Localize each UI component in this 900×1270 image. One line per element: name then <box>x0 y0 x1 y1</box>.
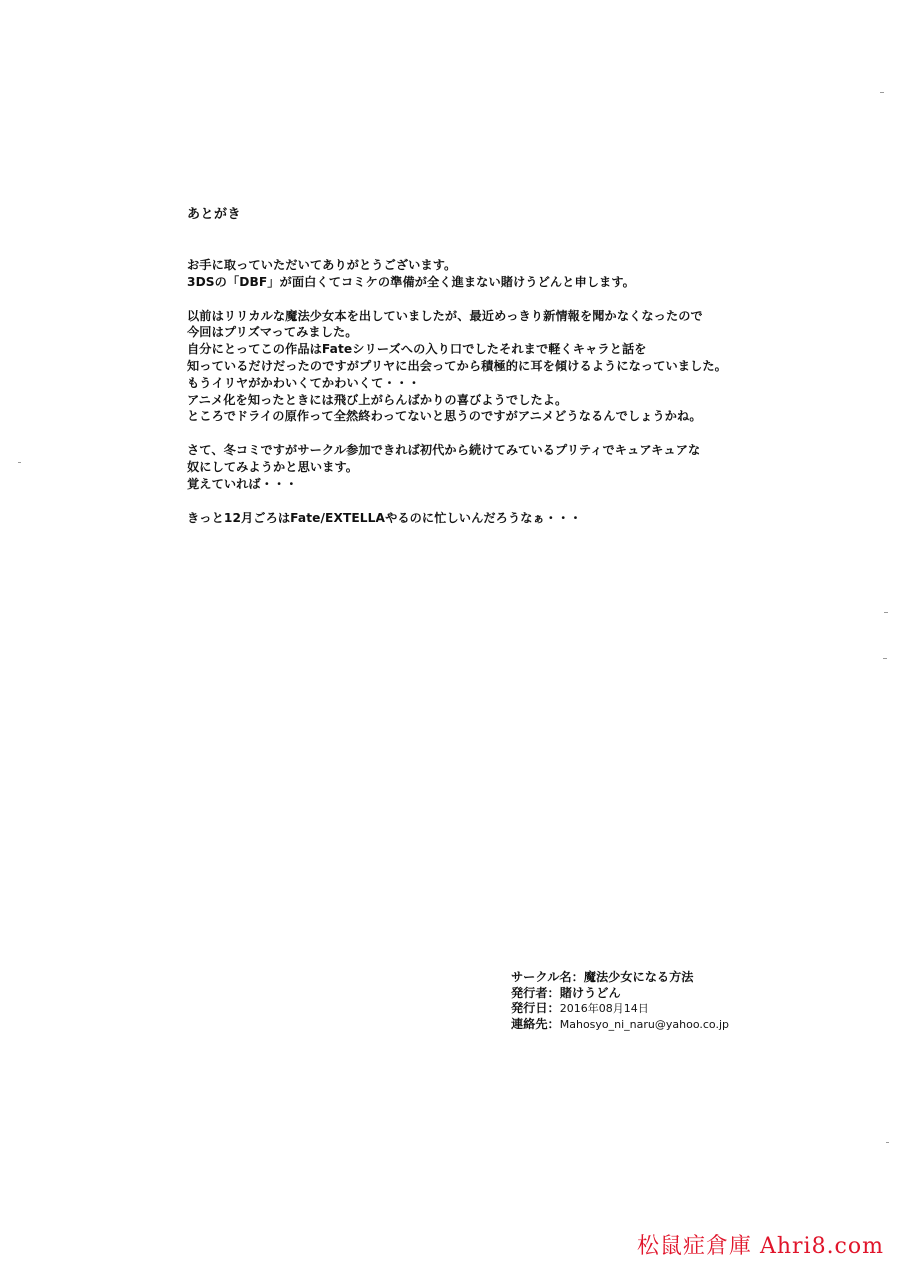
scan-speck <box>884 612 888 613</box>
scan-speck <box>880 92 884 93</box>
text-line: 覚えていれば・・・ <box>187 476 298 491</box>
text-line: ところでドライの原作って全然終わってないと思うのですがアニメどうなるんでしょうかね。 <box>187 409 702 424</box>
scan-speck <box>18 462 21 463</box>
colophon-date-row <box>511 1001 729 1017</box>
contact-email: Mahosyo_ni_naru@yahoo.co.jp <box>559 1017 729 1031</box>
afterword-body <box>187 257 787 543</box>
date-label: 発行日： <box>511 1001 560 1016</box>
text-line: 以前はリリカルな魔法少女本を出していましたが、最近めっきり新情報を聞かなくなったので <box>187 308 703 323</box>
text-line: 知っているだけだったのですがプリヤに出会ってから積極的に耳を傾けるようになっていました。 <box>187 358 727 373</box>
paragraph-1 <box>187 257 787 291</box>
publisher-name: 賭けうどん <box>559 985 621 1000</box>
text-line: きっと12月ごろはFate/EXTELLAやるのに忙しいんだろうなぁ・・・ <box>187 510 582 525</box>
paragraph-3 <box>187 442 787 492</box>
colophon-publisher-row <box>511 986 729 1002</box>
colophon-circle-row <box>511 970 729 986</box>
contact-label: 連絡先： <box>511 1016 560 1031</box>
circle-name: 魔法少女になる方法 <box>583 970 694 984</box>
scan-speck <box>886 1142 889 1143</box>
text-line: 今回はプリズマってみました。 <box>187 325 358 340</box>
afterword-heading: あとがき <box>187 207 242 222</box>
publisher-label: 発行者： <box>511 985 560 1000</box>
text-line: お手に取っていただいてありがとうございます。 <box>187 258 457 272</box>
site-watermark: 松鼠症倉庫 Ahri8.com <box>636 1234 884 1259</box>
paragraph-4 <box>187 510 787 527</box>
text-line: 奴にしてみようかと思います。 <box>187 459 359 474</box>
text-line: 3DSの「DBF」が面白くてコミケの準備が全く進まない賭けうどんと申します。 <box>187 274 635 289</box>
text-line: もうイリヤがかわいくてかわいくて・・・ <box>187 375 421 390</box>
text-line: さて、冬コミですがサークル参加できれば初代から続けてみているプリティでキュアキュアな <box>187 443 701 458</box>
scan-speck <box>883 658 887 659</box>
text-line: アニメ化を知ったときには飛び上がらんばかりの喜びようでしたよ。 <box>187 392 568 407</box>
colophon-contact-row <box>511 1017 729 1033</box>
publish-date: 2016年08月14日 <box>559 1002 649 1016</box>
circle-label: サークル名： <box>511 970 584 984</box>
text-line: 自分にとってこの作品はFateシリーズへの入り口でしたそれまで軽くキャラと話を <box>187 342 647 357</box>
colophon <box>511 970 729 1032</box>
paragraph-2 <box>187 308 787 426</box>
